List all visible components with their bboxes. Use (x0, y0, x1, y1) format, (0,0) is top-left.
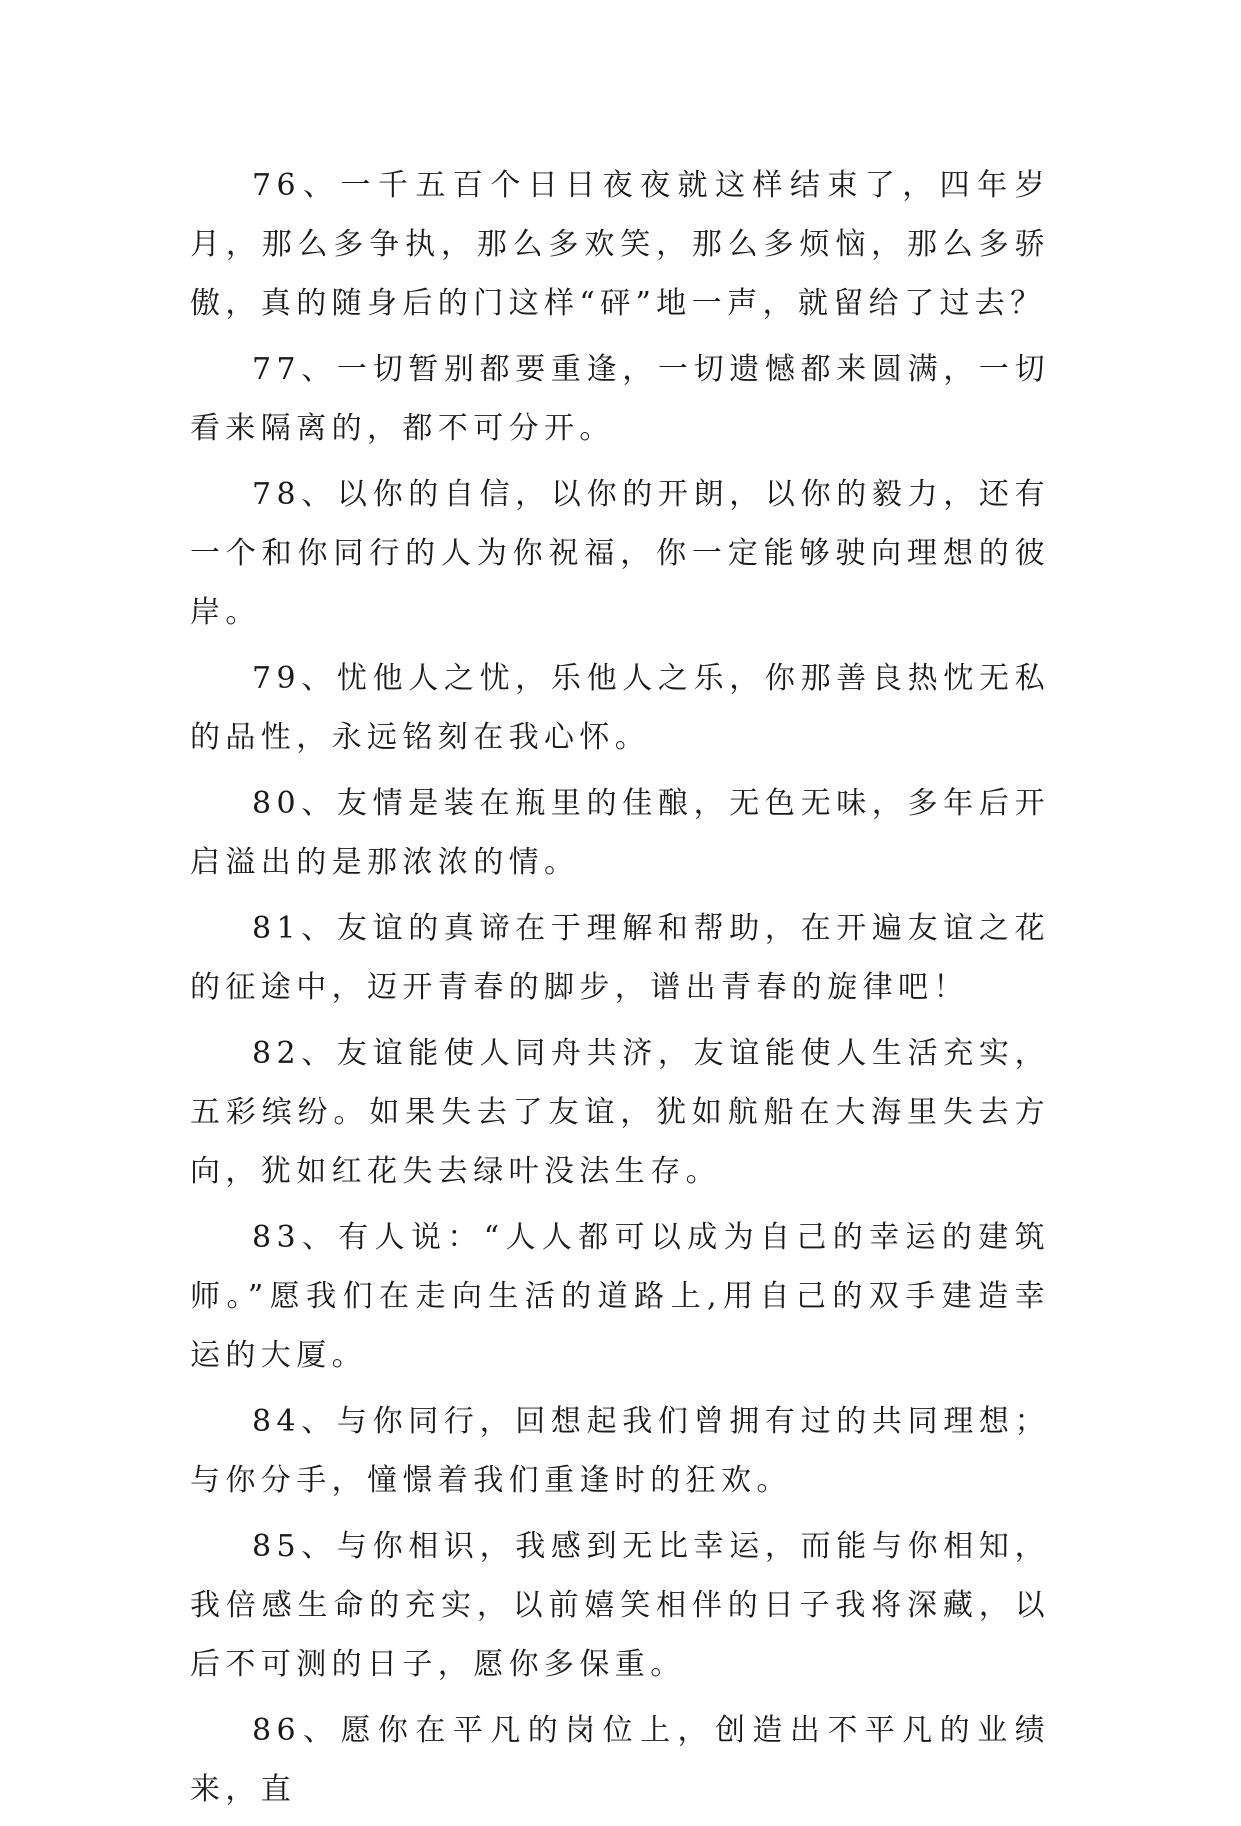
paragraph-82: 82、友谊能使人同舟共济，友谊能使人生活充实，五彩缤纷。如果失去了友谊，犹如航船在大海里失去方向，犹如红花失去绿叶没法生存。 (190, 1036, 1050, 1189)
paragraph-81: 81、友谊的真谛在于理解和帮助，在开遍友谊之花的征途中，迈开青春的脚步，谱出青春的旋律吧！ (190, 911, 1050, 1005)
paragraph-76: 76、一千五百个日日夜夜就这样结束了，四年岁月，那么多争执，那么多欢笑，那么多烦恼，那么多骄傲，真的随身后的门这样“砰”地一声，就留给了过去？ (190, 168, 1050, 321)
paragraph-80: 80、友情是装在瓶里的佳酿，无色无味，多年后开启溢出的是那浓浓的情。 (190, 786, 1050, 880)
paragraph-83: 83、有人说：“人人都可以成为自己的幸运的建筑师。”愿我们在走向生活的道路上,用自己的双手建造幸运的大厦。 (190, 1220, 1050, 1373)
paragraph-77: 77、一切暂别都要重逢，一切遗憾都来圆满，一切看来隔离的，都不可分开。 (190, 352, 1050, 446)
paragraph-78: 78、以你的自信，以你的开朗，以你的毅力，还有一个和你同行的人为你祝福，你一定能够驶向理想的彼岸。 (190, 477, 1050, 630)
paragraph-86: 86、愿你在平凡的岗位上，创造出不平凡的业绩来，直 (190, 1713, 1050, 1807)
document-body (190, 156, 1050, 1826)
paragraph-85: 85、与你相识，我感到无比幸运，而能与你相知，我倍感生命的充实，以前嬉笑相伴的日子我将深藏，以后不可测的日子，愿你多保重。 (190, 1529, 1050, 1682)
paragraph-79: 79、忧他人之忧，乐他人之乐，你那善良热忱无私的品性，永远铭刻在我心怀。 (190, 661, 1050, 755)
paragraph-84: 84、与你同行，回想起我们曾拥有过的共同理想；与你分手，憧憬着我们重逢时的狂欢。 (190, 1404, 1050, 1498)
